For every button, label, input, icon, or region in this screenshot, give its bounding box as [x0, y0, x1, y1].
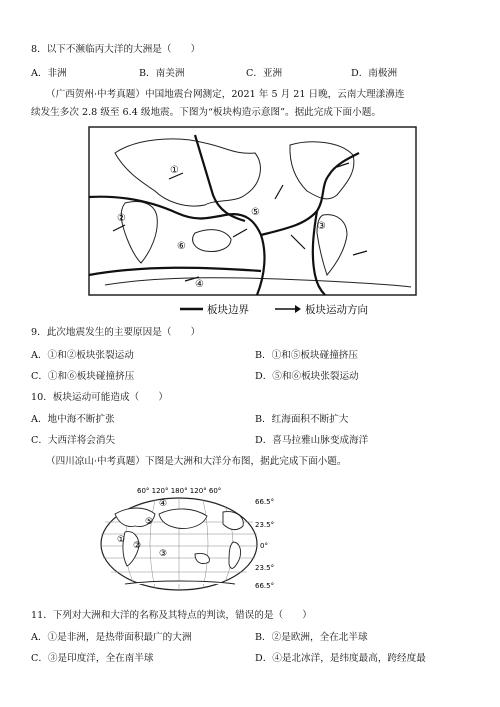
intro1-line2: 续发生多次 2.8 级至 6.4 级地震。下图为“板块构造示意图”。据此完成下面小题。 [31, 107, 381, 118]
lat-label-23n: 23.5° [255, 521, 275, 529]
q8-option-b: B．南美洲 [139, 68, 185, 79]
longitude-labels: 60° 120° 180° 120° 60° [137, 487, 222, 495]
lat-label-66s: 66.5° [255, 582, 275, 590]
map2-label-1: ① [117, 535, 126, 545]
plate-map-figure [85, 125, 420, 320]
continents-map [95, 484, 285, 596]
q10-option-c: C．大西洋将会消失 [31, 435, 116, 446]
plate-label-5: ⑤ [251, 207, 260, 218]
q9-option-a: A．①和②板块张裂运动 [31, 350, 134, 361]
q9-option-b: B．①和⑤板块碰撞挤压 [255, 350, 358, 361]
q10-option-d: D．喜马拉雅山脉变成海洋 [255, 435, 369, 446]
q8-option-a: A．非洲 [31, 68, 67, 79]
q9-option-d: D．⑤和⑥板块张裂运动 [255, 371, 359, 382]
legend-direction-label: 板块运动方向 [305, 304, 368, 316]
plate-label-2: ② [117, 213, 126, 224]
legend-arrow-head [295, 305, 301, 313]
lat-label-66n: 66.5° [255, 498, 275, 506]
q9-stem: 9．此次地震发生的主要原因是（ ） [31, 327, 201, 338]
lat-label-0: 0° [260, 542, 268, 550]
plate-label-6: ⑥ [177, 241, 186, 252]
continents-map-figure [95, 484, 285, 596]
q11-option-c: C．③是印度洋，全在南半球 [31, 653, 154, 664]
q11-option-b: B．②是欧洲，全在北半球 [255, 632, 368, 643]
q11-option-a: A．①是非洲，是热带面积最广的大洲 [31, 632, 192, 643]
q9-option-c: C．①和⑥板块碰撞挤压 [31, 371, 135, 382]
q8-option-c: C．亚洲 [246, 68, 283, 79]
map2-label-3: ③ [159, 549, 168, 559]
q10-option-a: A．地中海不断扩张 [31, 414, 115, 425]
q10-stem: 10．板块运动可能造成（ ） [31, 392, 168, 403]
legend-boundary-label: 板块边界 [207, 304, 249, 316]
map2-label-5: ⑤ [145, 517, 154, 527]
plate-map [85, 125, 420, 320]
plate-label-4: ④ [195, 279, 204, 290]
q8-option-d: D．南极洲 [351, 68, 398, 79]
australia-shape [193, 230, 231, 252]
plate-label-3: ③ [317, 221, 326, 232]
q10-option-b: B．红海面积不断扩大 [255, 414, 349, 425]
plate-label-1: ① [170, 165, 179, 176]
intro2-line1: （四川凉山·中考真题）下图是大洲和大洋分布图，据此完成下面小题。 [46, 456, 347, 467]
q11-option-d: D．④是北冰洋，是纬度最高，跨经度最 [255, 653, 426, 664]
intro1-line1: （广西贺州·中考真题）中国地震台网测定，2021 年 5 月 21 日晚，云南大理漾濞连 [46, 89, 405, 100]
lat-label-23s: 23.5° [255, 564, 275, 572]
q11-stem: 11．下列对大洲和大洋的名称及其特点的判读，错误的是（ ） [31, 610, 312, 621]
map2-label-2: ② [133, 541, 142, 551]
map2-label-4: ④ [159, 499, 168, 509]
q8-stem: 8．以下不濒临丙大洋的大洲是（ ） [31, 44, 201, 55]
